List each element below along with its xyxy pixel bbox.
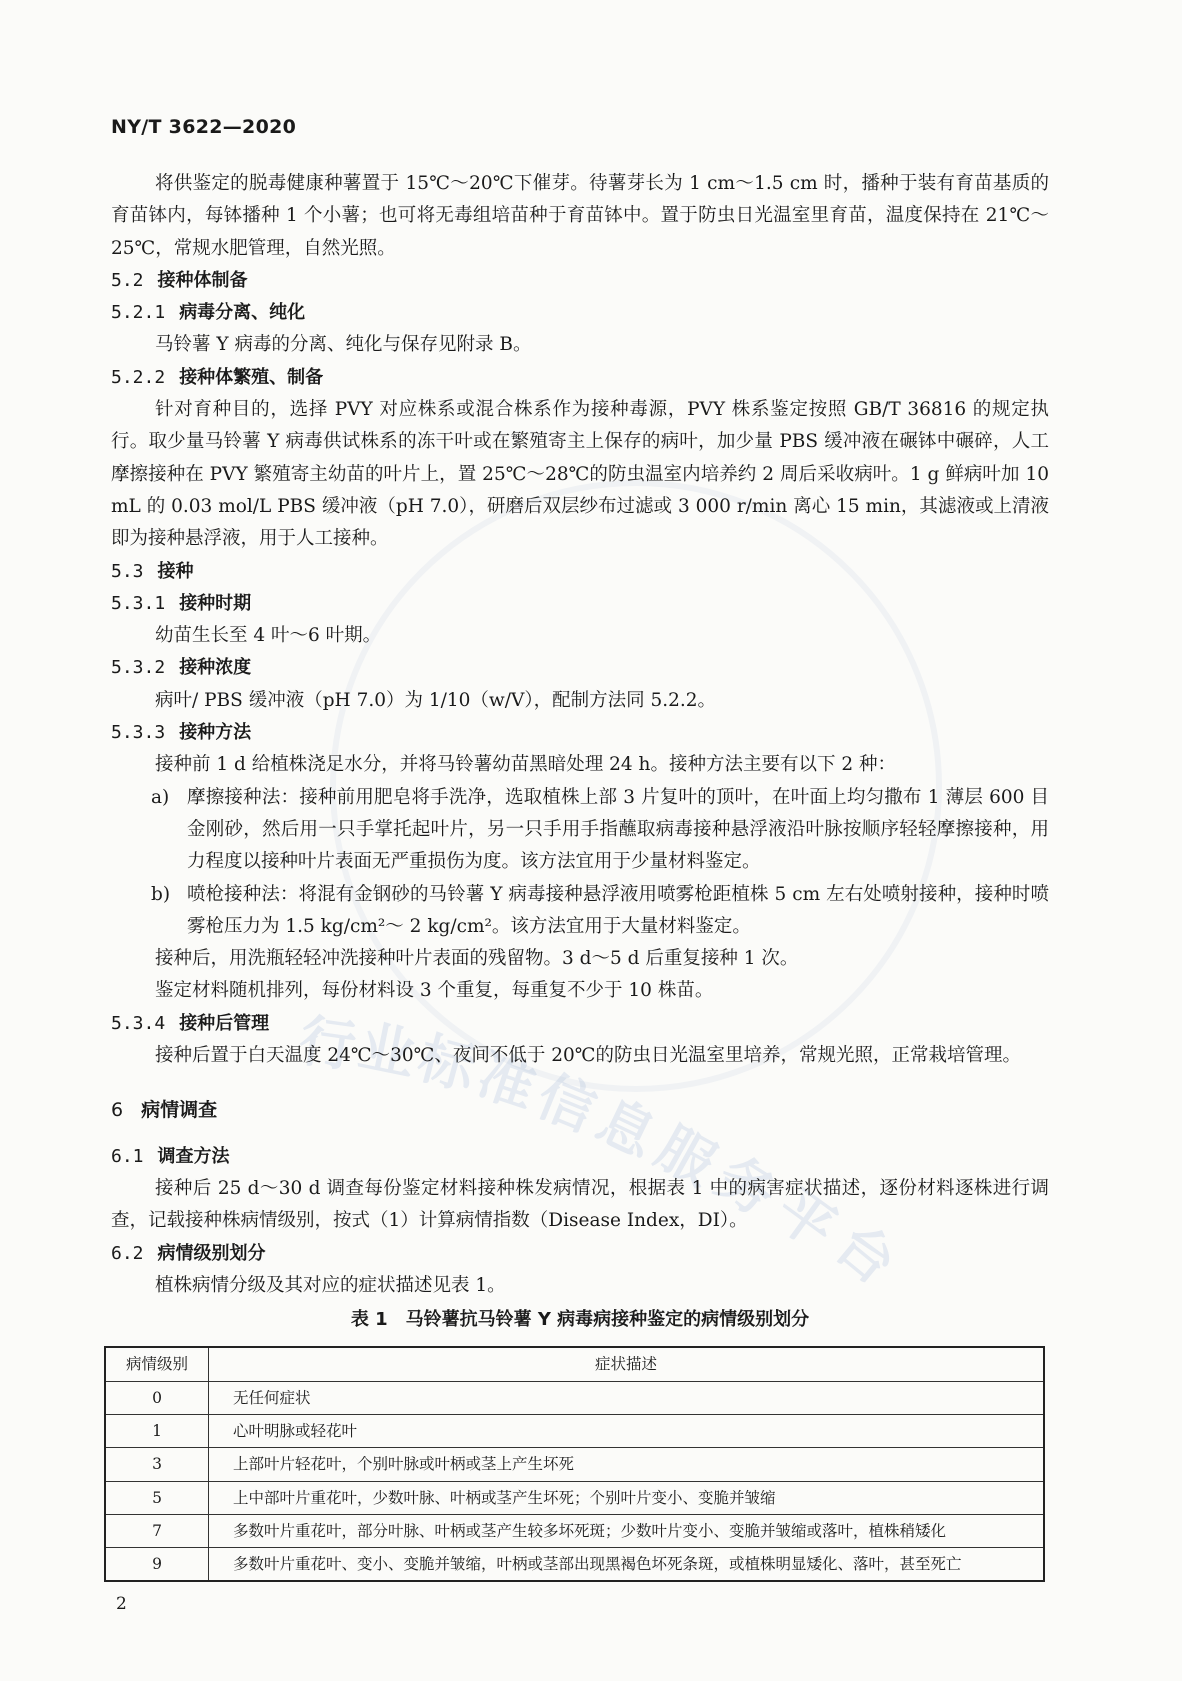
- severity-level-cell: 1: [105, 1414, 209, 1447]
- watermark-char: 行: [295, 1008, 360, 1081]
- section-heading: [111, 297, 1049, 329]
- section-number: 5.2.2: [111, 366, 166, 388]
- watermark-char: 信: [528, 1063, 605, 1145]
- paragraph: 将供鉴定的脱毒健康种薯置于 15℃～20℃下催芽。待薯芽长为 1 cm～1.5 cm 时，播种于装有育苗基质的育苗钵内，每钵播种 1 个小薯；也可将无毒组培苗种于育苗钵中。置于防虫日光温室里育苗，温度保持在 21℃～25℃，常规水肥管理，自然光照。: [111, 173, 1049, 259]
- watermark-char: 标: [411, 1026, 483, 1104]
- section-title: 接种方法: [179, 722, 252, 744]
- severity-level-cell: 5: [105, 1481, 209, 1514]
- watermark-char: 准: [469, 1042, 544, 1123]
- table-header-cell: 症状描述: [209, 1347, 1045, 1381]
- section-title: 调查方法: [157, 1145, 230, 1167]
- symptom-description-cell: 多数叶片重花叶、变小、变脆并皱缩，叶柄或茎部出现黑褐色坏死条斑，或植株明显矮化、落叶，甚至死亡: [209, 1548, 1045, 1582]
- section-number: 5.3: [111, 560, 144, 582]
- section-heading: [111, 1094, 1049, 1126]
- section-heading: [111, 265, 1049, 297]
- list-marker: b): [151, 883, 171, 905]
- table-row: [105, 1448, 1044, 1481]
- section-number: 5.2: [111, 269, 144, 291]
- section-number: 6: [111, 1099, 124, 1122]
- section-heading: [111, 652, 1049, 684]
- paragraph: 接种后，用洗瓶轻轻冲洗接种叶片表面的残留物。3 d～5 d 后重复接种 1 次。: [155, 948, 799, 970]
- section-heading: [111, 556, 1049, 588]
- paragraph: 接种后置于白天温度 24℃～30℃、夜间不低于 20℃的防虫日光温室里培养，常规光照，正常栽培管理。: [155, 1045, 1021, 1067]
- paragraph: 针对育种目的，选择 PVY 对应株系或混合株系作为接种毒源，PVY 株系鉴定按照 GB/T 36816 的规定执行。取少量马铃薯 Y 病毒供试株系的冻干叶或在繁殖寄主上保存的病叶，加少量 PBS 缓冲液在碾钵中碾碎，人工摩擦接种在 PVY 繁殖寄主幼苗的叶片上，置 25℃～28℃的防虫温室内培养约 2 周后采收病叶。1 g 鲜病叶加 10 mL 的 0.03 mol/L PBS 缓冲液（pH 7.0），研磨后双层纱布过滤或 3 000 r/min 离心 15 min，其滤液或上清液即为接种悬浮液，用于人工接种。: [111, 399, 1049, 550]
- section-number: 6.1: [111, 1145, 144, 1167]
- severity-table: [104, 1346, 1045, 1582]
- section-title: 病情调查: [141, 1099, 218, 1122]
- table-header-cell: 病情级别: [105, 1347, 209, 1381]
- table-caption: 表 1 马铃薯抗马铃薯 Y 病毒病接种鉴定的病情级别划分: [350, 1309, 810, 1331]
- paragraph: 病叶/ PBS 缓冲液（pH 7.0）为 1/10（w/V），配制方法同 5.2.2。: [155, 689, 717, 711]
- section-heading: [111, 588, 1049, 620]
- section-title: 接种体制备: [157, 269, 248, 291]
- section-number: 5.3.3: [111, 722, 166, 744]
- symptom-description-cell: 上中部叶片重花叶，少数叶脉、叶柄或茎产生坏死；个别叶片变小、变脆并皱缩: [209, 1481, 1045, 1514]
- section-heading: [111, 717, 1049, 749]
- section-number: 6.2: [111, 1242, 144, 1264]
- watermark-char: 务: [704, 1144, 787, 1230]
- section-title: 接种: [157, 560, 194, 582]
- table-header-row: [105, 1347, 1044, 1381]
- paragraph: 马铃薯 Y 病毒的分离、纯化与保存见附录 B。: [155, 334, 532, 356]
- watermark-char: 服: [645, 1114, 727, 1199]
- page-number: 2: [116, 1594, 127, 1614]
- symptom-description-cell: 无任何症状: [209, 1381, 1045, 1414]
- table-row: [105, 1381, 1044, 1414]
- table-row: [105, 1481, 1044, 1514]
- paragraph: 接种后 25 d～30 d 调查每份鉴定材料接种株发病情况，根据表 1 中的病害症状描述，逐份材料逐株进行调查，记载接种株病情级别，按式（1）计算病情指数（Disease Index，DI）。: [111, 1177, 1049, 1232]
- paragraph: 接种前 1 d 给植株浇足水分，并将马铃薯幼苗黑暗处理 24 h。接种方法主要有以下 2 种：: [155, 754, 897, 776]
- section-number: 5.3.2: [111, 657, 166, 679]
- section-heading: [111, 1238, 1049, 1270]
- watermark-char: 平: [763, 1176, 848, 1263]
- table-row: [105, 1514, 1044, 1547]
- section-title: 病毒分离、纯化: [179, 302, 306, 324]
- symptom-description-cell: 心叶明脉或轻花叶: [209, 1414, 1045, 1447]
- section-title: 接种体繁殖、制备: [179, 366, 324, 388]
- section-heading: [111, 1141, 1049, 1173]
- section-title: 接种浓度: [179, 657, 252, 679]
- list-item: [111, 879, 1049, 944]
- section-number: 5.3.1: [111, 592, 166, 614]
- standard-number: NY/T 3622—2020: [111, 116, 297, 138]
- table-row: [105, 1414, 1044, 1447]
- paragraph: 幼苗生长至 4 叶～6 叶期。: [155, 625, 382, 647]
- list-item-text: 摩擦接种法：接种前用肥皂将手洗净，选取植株上部 3 片复叶的顶叶，在叶面上均匀撒布 1 薄层 600 目金刚砂，然后用一只手掌托起叶片，另一只手用手指蘸取病毒接种悬浮液沿叶脉按顺序轻轻摩擦接种，用力程度以接种叶片表面无严重损伤为度。该方法宜用于少量材料鉴定。: [187, 786, 1049, 873]
- paragraph: 鉴定材料随机排列，每份材料设 3 个重复，每重复不少于 10 株苗。: [155, 980, 714, 1002]
- severity-level-cell: 9: [105, 1548, 209, 1582]
- severity-level-cell: 3: [105, 1448, 209, 1481]
- symptom-description-cell: 上部叶片轻花叶，个别叶脉或叶柄或茎上产生坏死: [209, 1448, 1045, 1481]
- list-item: [111, 782, 1049, 879]
- paragraph: 植株病情分级及其对应的症状描述见表 1。: [155, 1274, 506, 1296]
- severity-level-cell: 7: [105, 1514, 209, 1547]
- section-heading: [111, 1008, 1049, 1040]
- watermark-char: 业: [353, 1013, 422, 1089]
- watermark-char: 台: [822, 1211, 908, 1298]
- watermark-char: 息: [586, 1087, 666, 1171]
- section-title: 接种后管理: [179, 1012, 270, 1034]
- section-number: 5.3.4: [111, 1012, 166, 1034]
- table-row: [105, 1548, 1044, 1582]
- section-number: 5.2.1: [111, 302, 166, 324]
- section-title: 接种时期: [179, 592, 252, 614]
- section-title: 病情级别划分: [157, 1242, 266, 1264]
- list-marker: a): [151, 786, 170, 808]
- symptom-description-cell: 多数叶片重花叶，部分叶脉、叶柄或茎产生较多坏死斑；少数叶片变小、变脆并皱缩或落叶，植株稍矮化: [209, 1514, 1045, 1547]
- section-heading: [111, 362, 1049, 394]
- list-item-text: 喷枪接种法：将混有金钢砂的马铃薯 Y 病毒接种悬浮液用喷雾枪距植株 5 cm 左右处喷射接种，接种时喷雾枪压力为 1.5 kg/cm²～ 2 kg/cm²。该方法宜用于大量材料鉴定。: [187, 883, 1049, 937]
- document-body: [111, 168, 1049, 1582]
- severity-level-cell: 0: [105, 1381, 209, 1414]
